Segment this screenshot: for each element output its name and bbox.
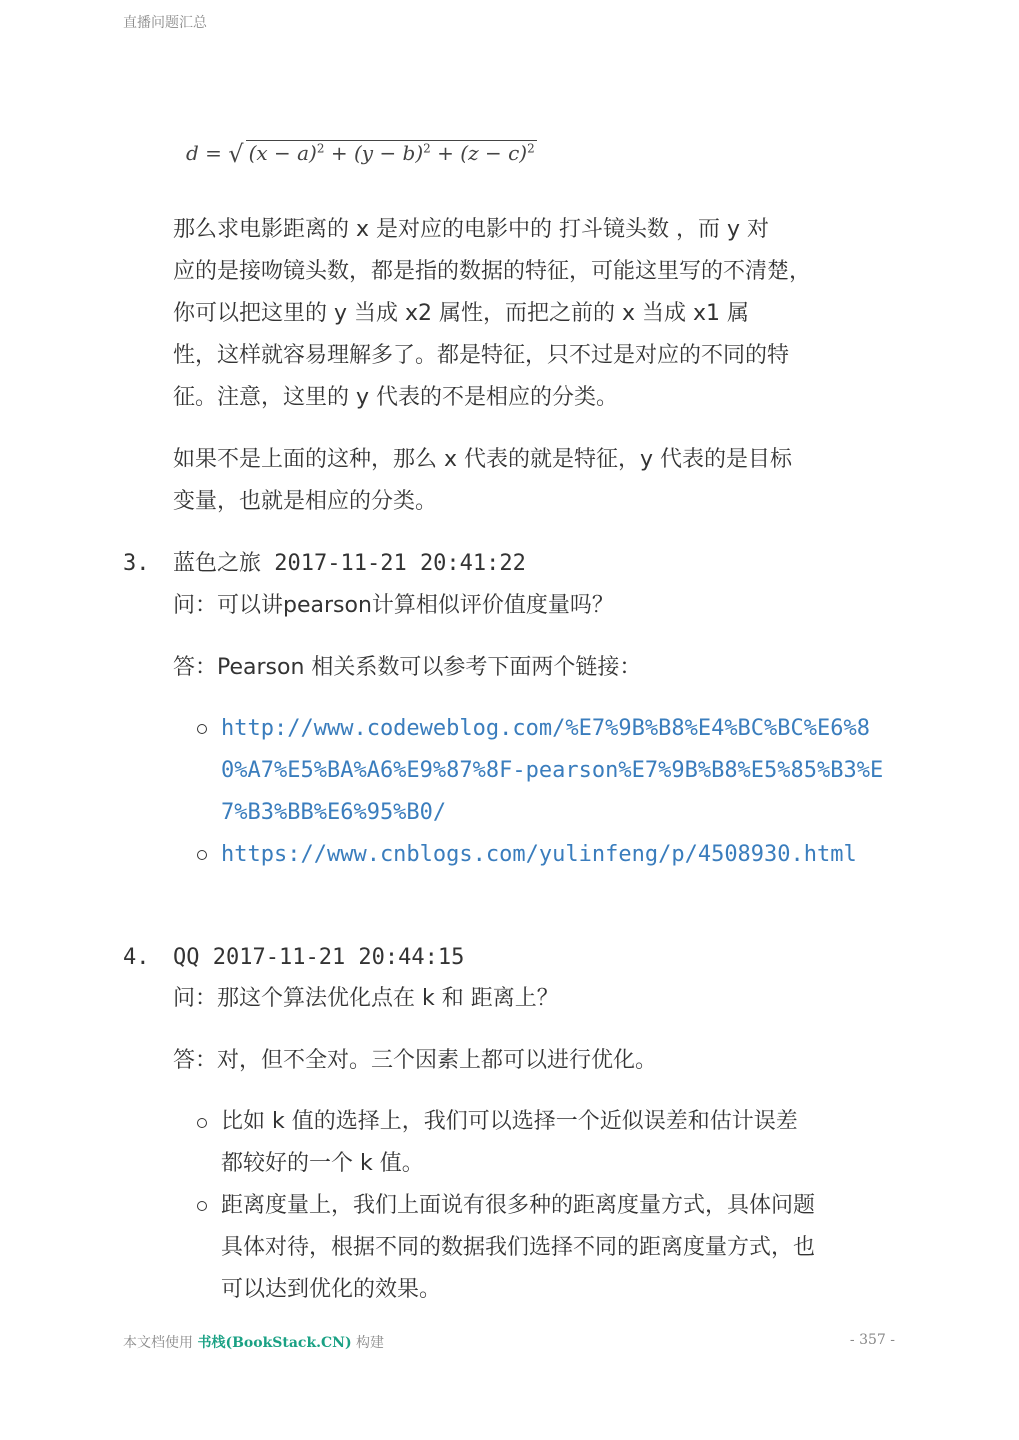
- bullet-circle-icon: [197, 724, 207, 734]
- paragraph-distance-explanation: [173, 209, 888, 419]
- text-line: 都较好的一个 k 值。: [221, 1151, 424, 1176]
- bullet-circle-icon: [197, 1118, 207, 1128]
- text-line: 距离度量上，我们上面说有很多种的距离度量方式，具体问题: [221, 1193, 816, 1218]
- item4-question: 问：那这个算法优化点在 k 和 距离上？: [173, 986, 559, 1011]
- text-line: 应的是接吻镜头数，都是指的数据的特征，可能这里写的不清楚，: [173, 259, 812, 284]
- text-line: 可以达到优化的效果。: [221, 1277, 442, 1302]
- list-item-link2: [221, 834, 888, 876]
- page-number: - 357 -: [849, 1332, 895, 1348]
- list-item-distance-metric: [221, 1185, 888, 1311]
- text-line: 你可以把这里的 y 当成 x2 属性，而把之前的 x 当成 x1 属: [173, 301, 750, 326]
- list-number-4: 4.: [123, 945, 150, 970]
- bullet-circle-icon: [197, 850, 207, 860]
- bullet-circle-icon: [197, 1201, 207, 1211]
- text-line: 性，这样就容易理解多了。都是特征，只不过是对应的不同的特: [173, 343, 790, 368]
- bookstack-link[interactable]: 书栈(BookStack.CN): [197, 1335, 352, 1351]
- item4-meta: QQ 2017-11-21 20:44:15: [173, 945, 465, 970]
- text-line: 如果不是上面的这种，那么 x 代表的就是特征，y 代表的是目标: [173, 447, 793, 472]
- running-header: 直播问题汇总: [123, 15, 207, 31]
- codeweblog-link[interactable]: http://www.codeweblog.com/%E7%9B%B8%E4%BC%BC%E6%80%A7%E5%BA%A6%E9%87%8F-pearson%E7%9B%B8%E5%85%B3%E7%B3%BB%E6%95%B0/: [221, 716, 884, 825]
- item3-answer: 答：Pearson 相关系数可以参考下面两个链接：: [173, 655, 642, 680]
- paragraph-feature-target: [173, 439, 888, 523]
- distance-formula: [186, 138, 537, 166]
- item4-answer: 答：对，但不全对。三个因素上都可以进行优化。: [173, 1048, 658, 1073]
- item3-meta: 蓝色之旅 2017-11-21 20:41:22: [173, 551, 526, 576]
- text-line: 比如 k 值的选择上，我们可以选择一个近似误差和估计误差: [221, 1109, 798, 1134]
- footer-credit: 本文档使用 书栈(BookStack.CN) 构建: [123, 1335, 385, 1351]
- radical-sign: √: [228, 140, 244, 168]
- text-line: 征。注意，这里的 y 代表的不是相应的分类。: [173, 385, 619, 410]
- list-item-link1: [221, 708, 888, 834]
- text-line: 变量，也就是相应的分类。: [173, 489, 438, 514]
- formula-radicand: $(x - a)^2 + (y - b)^2 + (z - c)^2$: [246, 140, 537, 165]
- cnblogs-link[interactable]: https://www.cnblogs.com/yulinfeng/p/4508930.html: [221, 842, 857, 867]
- list-item-k-value: [221, 1101, 888, 1185]
- text-line: 那么求电影距离的 x 是对应的电影中的 打斗镜头数 ，而 y 对: [173, 217, 769, 242]
- text-line: 具体对待，根据不同的数据我们选择不同的距离度量方式，也: [221, 1235, 816, 1260]
- formula-lhs: d =: [186, 141, 229, 165]
- list-number-3: 3.: [123, 551, 150, 576]
- item3-question: 问：可以讲pearson计算相似评价值度量吗？: [173, 593, 614, 618]
